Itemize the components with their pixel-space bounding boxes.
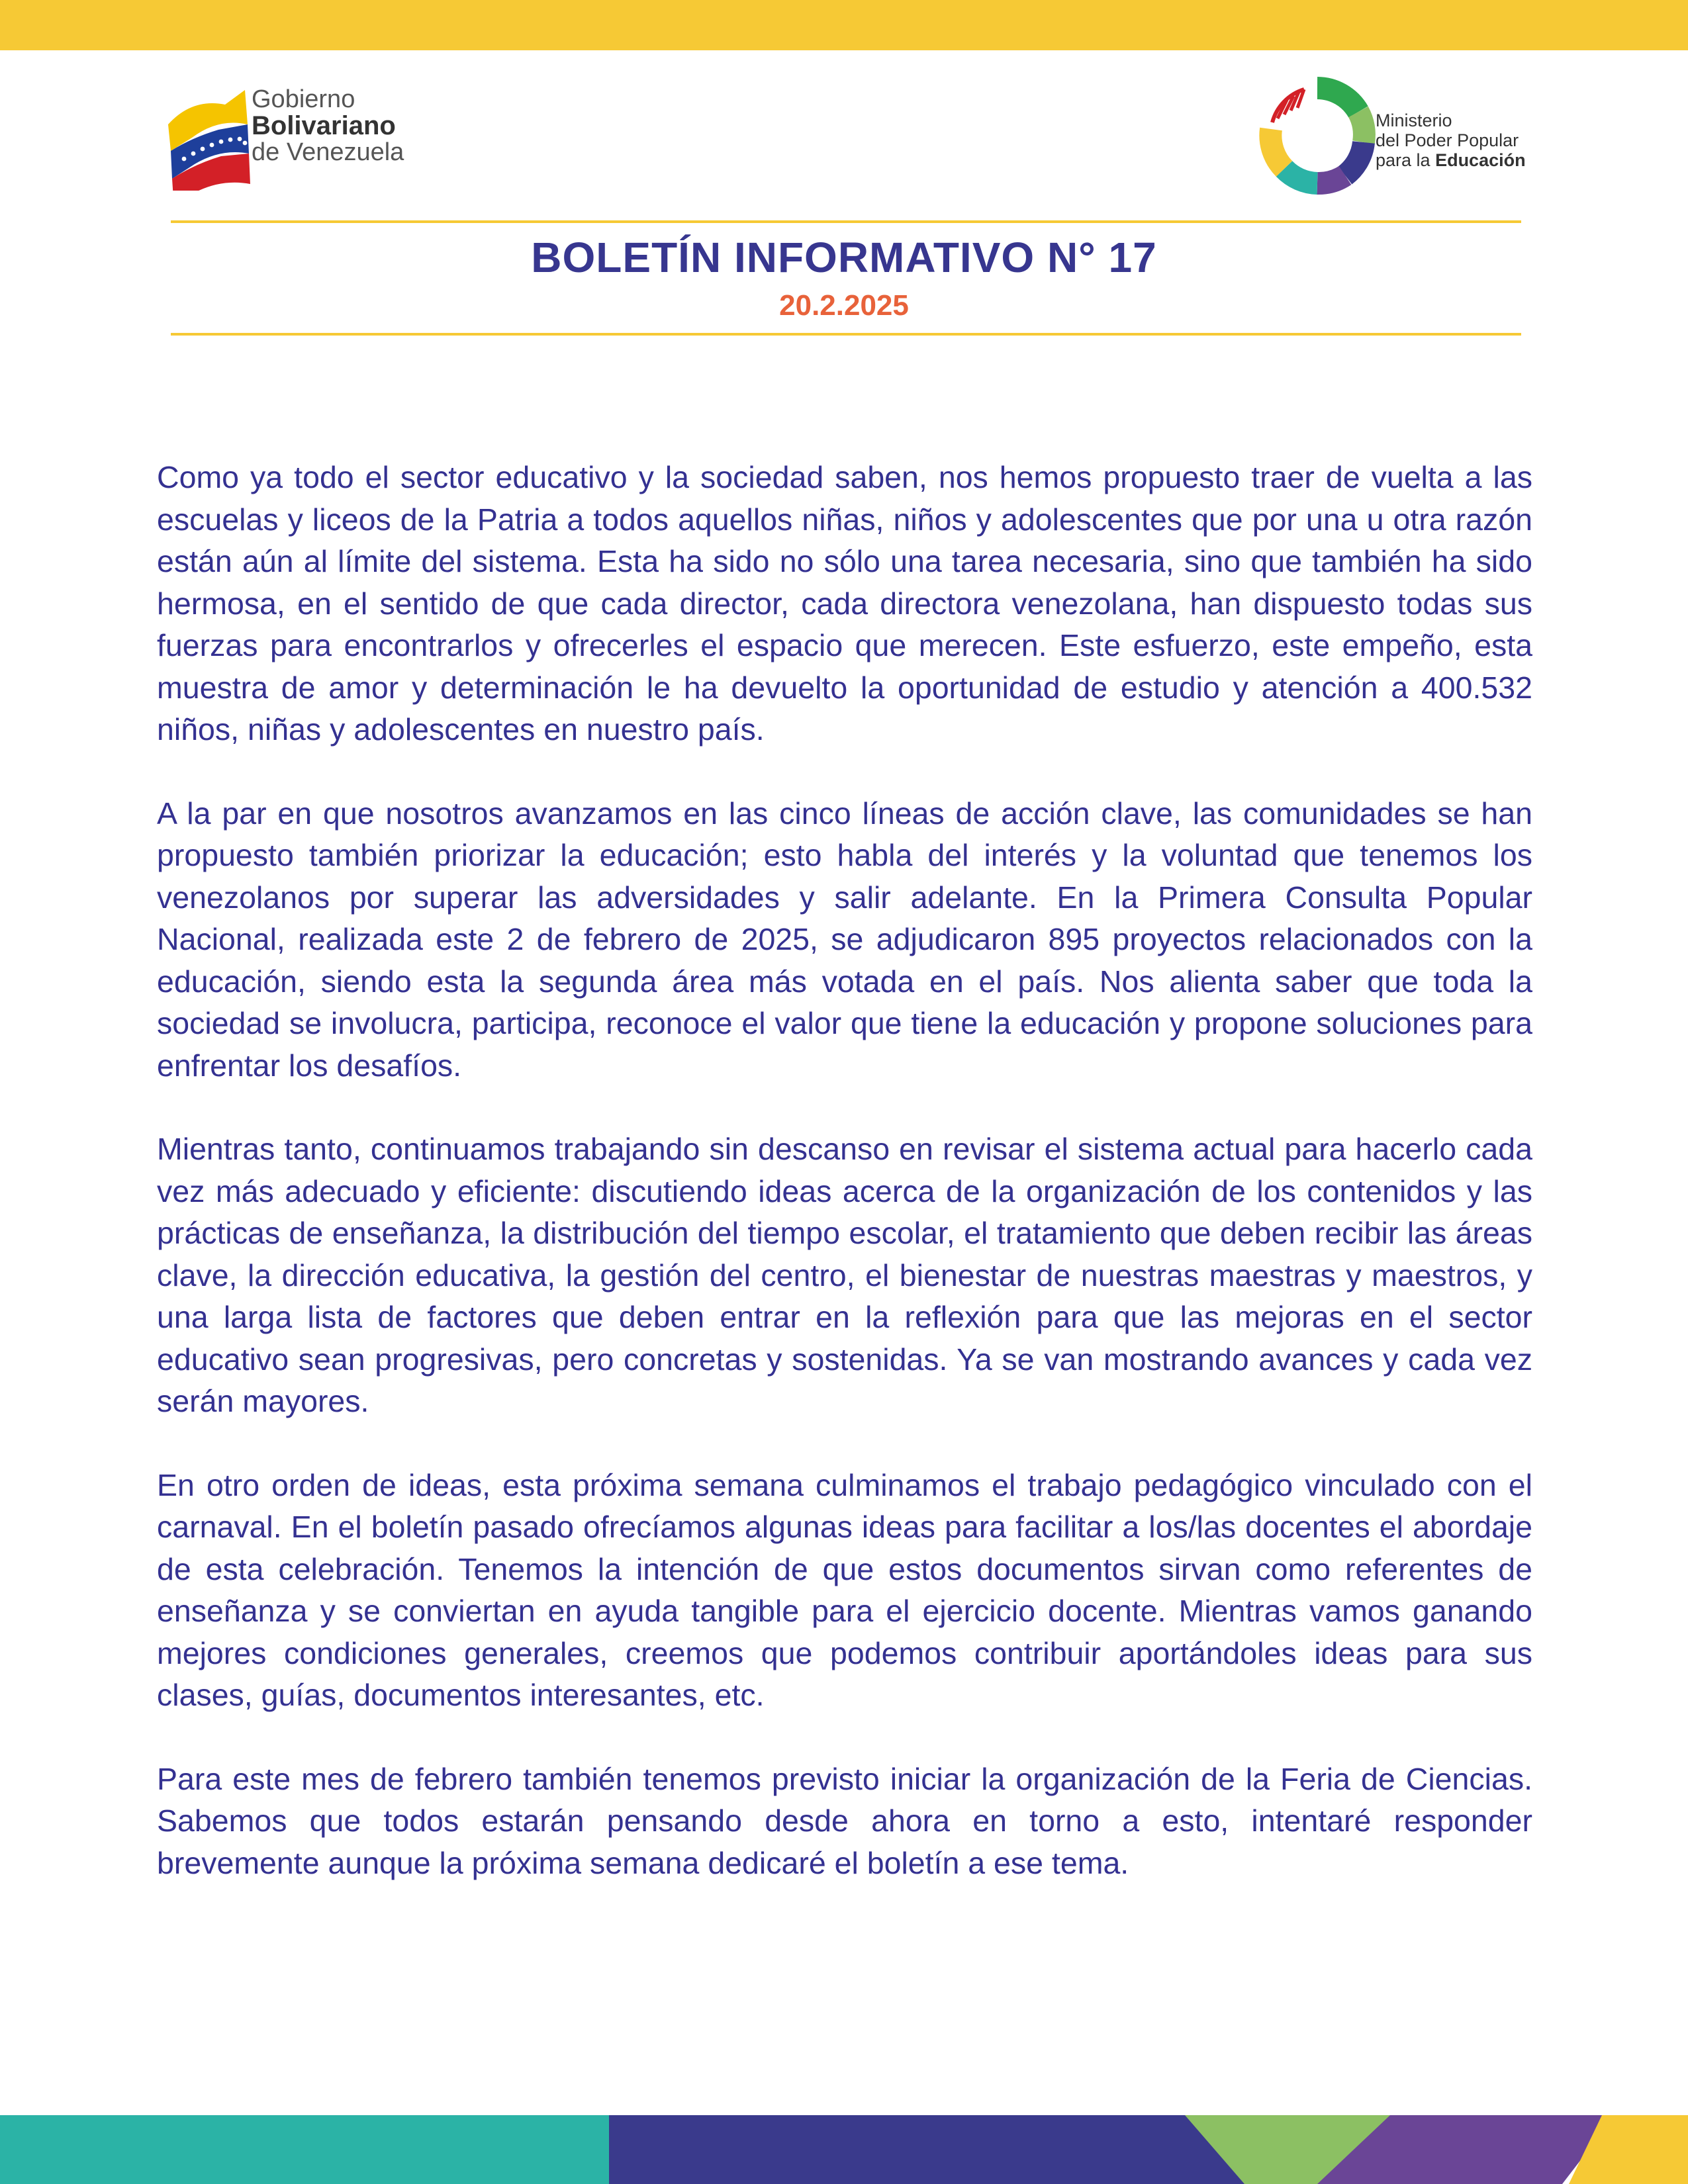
venezuela-flag-icon: [165, 85, 252, 191]
footer-color-band: [0, 2115, 1688, 2184]
gobierno-logo-line1: Gobierno: [252, 85, 355, 113]
ministerio-educacion-logo: [1258, 76, 1536, 195]
gobierno-logo-line2: Bolivariano: [252, 111, 396, 140]
gobierno-bolivariano-logo: [165, 85, 417, 191]
gobierno-logo-line3: de Venezuela: [252, 138, 404, 166]
paragraph-5: Para este mes de febrero también tenemos previsto iniciar la organización de la Feria de Ciencias. Sabemos que todos estarán pensando desde ahora en torno a esto, intentaré responder brevemente aunque la próxima semana dedicaré el boletín a ese tema.: [157, 1761, 1532, 1880]
bulletin-title: BOLETÍN INFORMATIVO N° 17: [531, 234, 1157, 281]
ministerio-logo-text: [1376, 111, 1526, 170]
paragraph-1: Como ya todo el sector educativo y la sociedad saben, nos hemos propuesto traer de vuelta a las escuelas y liceos de la Patria a todos aquellos niñas, niños y adolescentes que por una u otra razón están aún al límite del sistema. Esta ha sido no sólo una tarea necesaria, sino que también ha sido hermosa, en el sentido de que cada director, cada directora venezolana, han dispuesto todas sus fuerzas para encontrarlos y ofrecerles el espacio que merecen. Este esfuerzo, este empeño, esta muestra de amor y determinación le ha devuelto la oportunidad de estudio y atención a 400.532 niños, niñas y adolescentes en nuestro país.: [157, 460, 1532, 747]
gobierno-logo-text: [252, 86, 404, 165]
bulletin-body: [157, 457, 1532, 1926]
ministerio-logo-line1: Ministerio: [1376, 111, 1452, 130]
paragraph-2: A la par en que nosotros avanzamos en las cinco líneas de acción clave, las comunidades se han propuesto también priorizar la educación; esto habla del interés y la voluntad que tenemos los venezolanos por superar las adversidades y salir adelante. En la Primera Consulta Popular Nacional, realizada este 2 de febrero de 2025, se adjudicaron 895 proyectos relacionados con la educación, siendo esta la segunda área más votada en el país. Nos alienta saber que toda la sociedad se involucra, participa, reconoce el valor que tiene la educación y propone soluciones para enfrentar los desafíos.: [157, 796, 1532, 1083]
ministerio-logo-line3-prefix: para la: [1376, 150, 1436, 170]
ministerio-ring-icon: [1258, 76, 1377, 195]
header-bottom-rule: [171, 333, 1521, 336]
bulletin-date: 20.2.2025: [779, 289, 909, 322]
ministerio-logo-line2: del Poder Popular: [1376, 130, 1519, 150]
ministerio-logo-line3-bold: Educación: [1435, 150, 1526, 170]
ministerio-logo-line3: [1376, 150, 1526, 170]
top-accent-bar: [0, 0, 1688, 50]
header-top-rule: [171, 220, 1521, 223]
paragraph-3: Mientras tanto, continuamos trabajando sin descanso en revisar el sistema actual para hacerlo cada vez más adecuado y eficiente: discutiendo ideas acerca de la organización de los contenidos y las prácticas de enseñanza, la distribución del tiempo escolar, el tratamiento que deben recibir las áreas clave, la dirección educativa, la gestión del centro, el bienestar de nuestras maestras y maestros, y una larga lista de factores que deben entrar en la reflexión para que las mejoras en el sector educativo sean progresivas, pero concretas y sostenidas. Ya se van mostrando avances y cada vez serán mayores.: [157, 1132, 1532, 1418]
paragraph-4: En otro orden de ideas, esta próxima semana culminamos el trabajo pedagógico vinculado con el carnaval. En el boletín pasado ofrecíamos algunas ideas para facilitar a los/las docentes el abordaje de esta celebración. Tenemos la intención de que estos documentos sirvan como referentes de enseñanza y se conviertan en ayuda tangible para el ejercicio docente. Mientras vamos ganando mejores condiciones generales, creemos que podemos contribuir aportándoles ideas para sus clases, guías, documentos interesantes, etc.: [157, 1467, 1532, 1712]
